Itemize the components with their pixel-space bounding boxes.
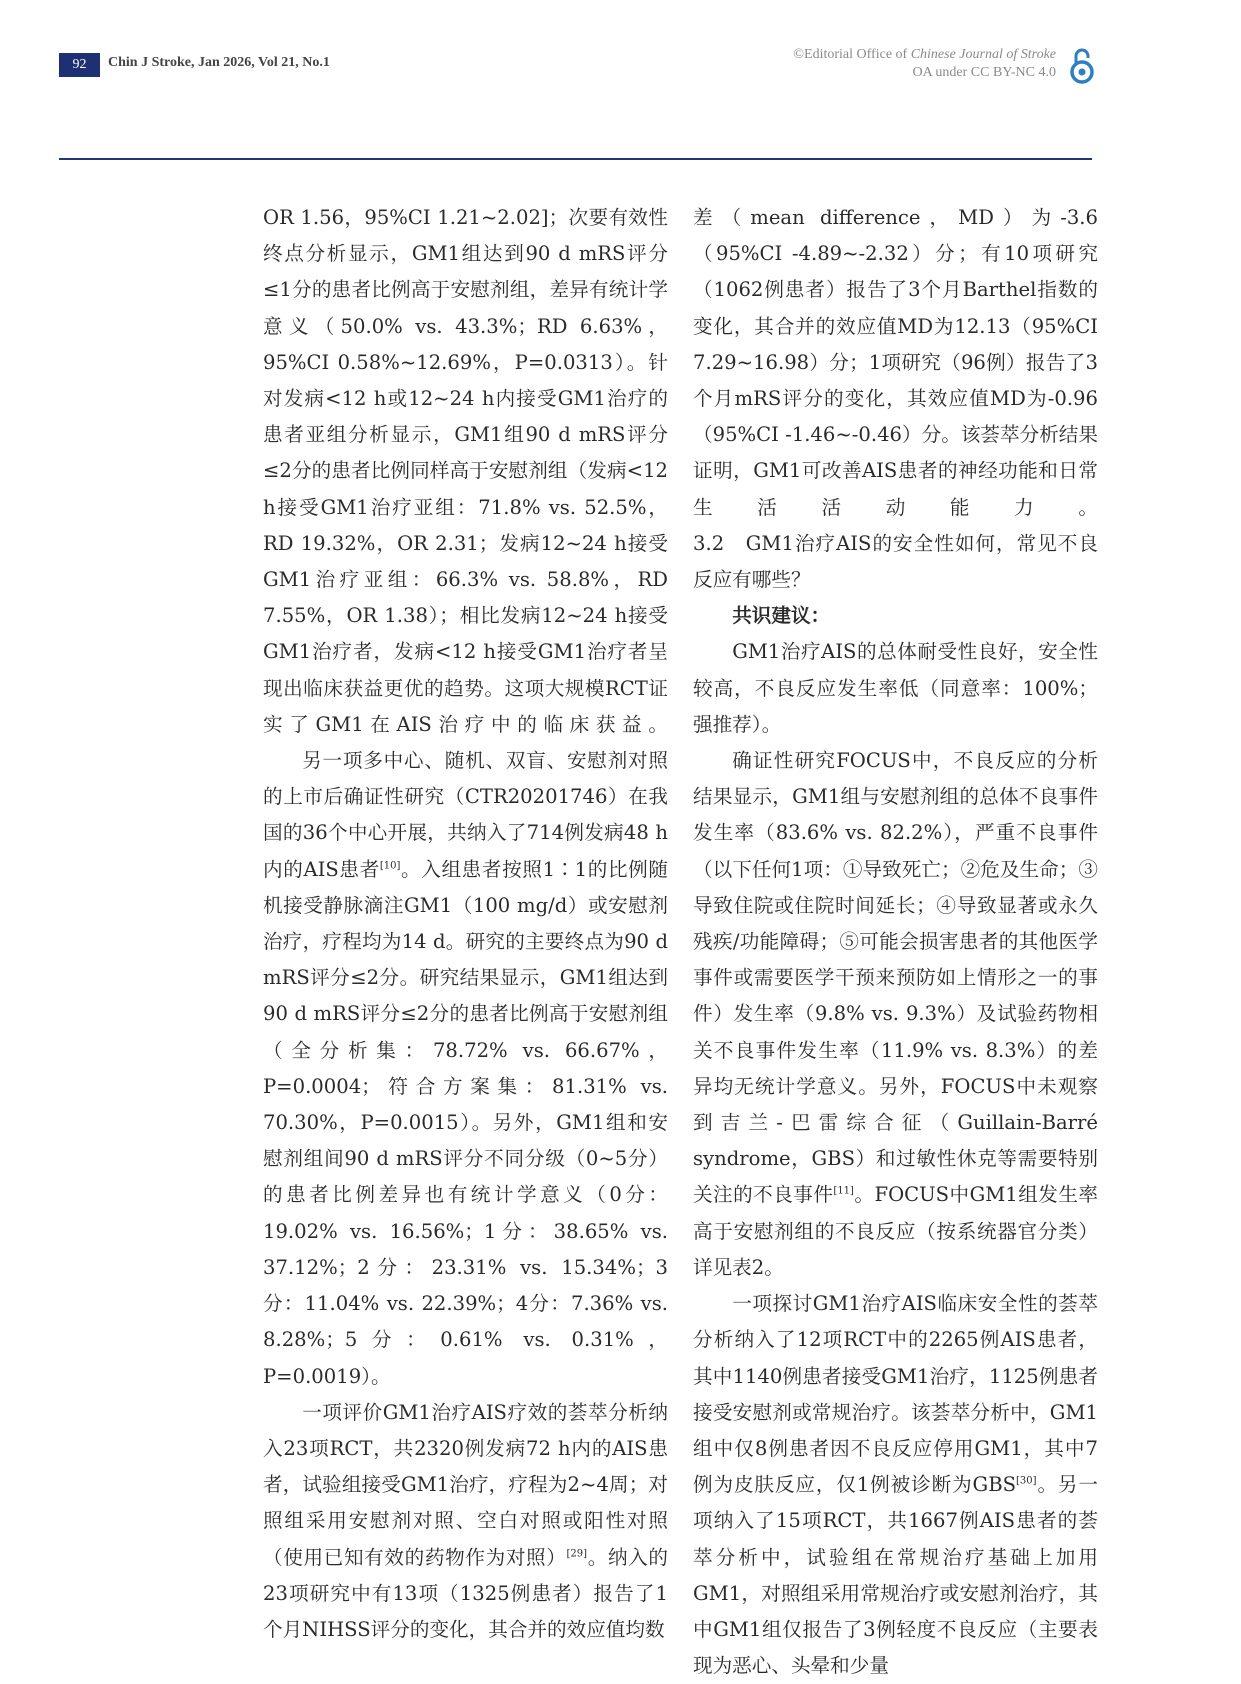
open-access-lock-icon bbox=[1070, 46, 1094, 84]
license-text: OA under CC BY-NC 4.0 bbox=[912, 65, 1056, 80]
header-rule bbox=[59, 158, 1092, 160]
left-column bbox=[263, 200, 668, 1648]
citation: [10] bbox=[379, 860, 401, 872]
paragraph: 确证性研究FOCUS中，不良反应的分析结果显示，GM1组与安慰剂组的总体不良事件发生率（83.6% vs. 82.2%），严重不良事件（以下任何1项：①导致死亡；②危及生命；③导致住院或住院时间延长；④导致显著或永久残疾/功能障碍；⑤可能会损害患者的其他医学事件或需要医学干预来预防如上情形之一的事件）发生率（9.8% vs. 9.3%）及试验药物相关不良事件发生率（11.9% vs. 8.3%）的差异均无统计学意义。另外，FOCUS中未观察到吉兰-巴雷综合征（Guillain-Barré syndrome，GBS）和过敏性休克等需要特别关注的不良事件[11]。FOCUS中GM1组发生率高于安慰剂组的不良反应（按系统器官分类）详见表2。 bbox=[693, 749, 1098, 1279]
page-header bbox=[0, 0, 1241, 120]
copyright-notice bbox=[793, 46, 1056, 82]
copyright-prefix: ©Editorial Office of bbox=[793, 47, 911, 62]
section-heading: 3.2 GM1治疗AIS的安全性如何，常见不良反应有哪些？ bbox=[693, 531, 1098, 592]
paragraph: 一项评价GM1治疗AIS疗效的荟萃分析纳入23项RCT，共2320例发病72 h内的AIS患者，试验组接受GM1治疗，疗程为2~4周；对照组采用安慰剂对照、空白对照或阳性对照（使用已知有效的药物作为对照）[29]。纳入的23项研究中有13项（1325例患者）报告了1个月NIHSS评分的变化，其合并的效应值均数 bbox=[263, 1400, 669, 1641]
paragraph: GM1治疗AIS的总体耐受性良好，安全性较高，不良反应发生率低（同意率：100%；强推荐）。 bbox=[693, 640, 1098, 736]
paragraph: OR 1.56，95%CI 1.21~2.02]；次要有效性终点分析显示，GM1组达到90 d mRS评分≤1分的患者比例高于安慰剂组，差异有统计学意义（50.0% vs. 43.3%；RD 6.63%，95%CI 0.58%~12.69%，P=0.0313）。针对发病<12 h或12~24 h内接受GM1治疗的患者亚组分析显示，GM1组90 d mRS评分≤2分的患者比例同样高于安慰剂组（发病<12 h接受GM1治疗亚组：71.8% vs. 52.5%，RD 19.32%，OR 2.31；发病12~24 h接受GM1治疗亚组：66.3% vs. 58.8%，RD 7.55%，OR 1.38）；相比发病12~24 h接受GM1治疗者，发病<12 h接受GM1治疗者呈现出临床获益更优的趋势。这项大规模RCT证实了GM1在AIS治疗中的临床获益。 bbox=[263, 206, 668, 736]
paragraph: 差（mean difference，MD）为-3.6（95%CI -4.89~-2.32）分；有10项研究（1062例患者）报告了3个月Barthel指数的变化，其合并的效应值MD为12.13（95%CI 7.29~16.98）分；1项研究（96例）报告了3个月mRS评分的变化，其效应值MD为-0.96（95%CI -1.46~-0.46）分。该荟萃分析结果证明，GM1可改善AIS患者的神经功能和日常生活活动能力。 bbox=[693, 206, 1098, 519]
page-number: 92 bbox=[59, 53, 100, 77]
consensus-label: 共识建议： bbox=[732, 604, 831, 628]
journal-name: Chinese Journal of Stroke bbox=[910, 47, 1056, 62]
citation: [30] bbox=[1016, 1475, 1037, 1487]
journal-citation: Chin J Stroke, Jan 2026, Vol 21, No.1 bbox=[108, 55, 330, 70]
paragraph: 一项探讨GM1治疗AIS临床安全性的荟萃分析纳入了12项RCT中的2265例AIS患者，其中1140例患者接受GM1治疗，1125例患者接受安慰剂或常规治疗。该荟萃分析中，GM1组中仅8例患者因不良反应停用GM1，其中7例为皮肤反应，仅1例被诊断为GBS[30]。另一项纳入了15项RCT，共1667例AIS患者的荟萃分析中，试验组在常规治疗基础上加用GM1，对照组采用常规治疗或安慰剂治疗，其中GM1组仅报告了3例轻度不良反应（主要表现为恶心、头晕和少量 bbox=[693, 1292, 1098, 1678]
citation: [29] bbox=[566, 1547, 588, 1559]
right-column bbox=[693, 200, 1098, 1684]
citation: [11] bbox=[833, 1185, 854, 1197]
paragraph: 另一项多中心、随机、双盲、安慰剂对照的上市后确证性研究（CTR20201746）在我国的36个中心开展，共纳入了714例发病48 h内的AIS患者[10]。入组患者按照1∶1的比例随机接受静脉滴注GM1（100 mg/d）或安慰剂治疗，疗程均为14 d。研究的主要终点为90 d mRS评分≤2分。研究结果显示，GM1组达到90 d mRS评分≤2分的患者比例高于安慰剂组（全分析集：78.72% vs. 66.67%，P=0.0004；符合方案集：81.31% vs. 70.30%，P=0.0015）。另外，GM1组和安慰剂组间90 d mRS评分不同分级（0~5分）的患者比例差异也有统计学意义（0分：19.02% vs. 16.56%；1分：38.65% vs. 37.12%；2分：23.31% vs. 15.34%；3分：11.04% vs. 22.39%；4分：7.36% vs. 8.28%；5分：0.61% vs. 0.31%，P=0.0019）。 bbox=[263, 749, 668, 1388]
